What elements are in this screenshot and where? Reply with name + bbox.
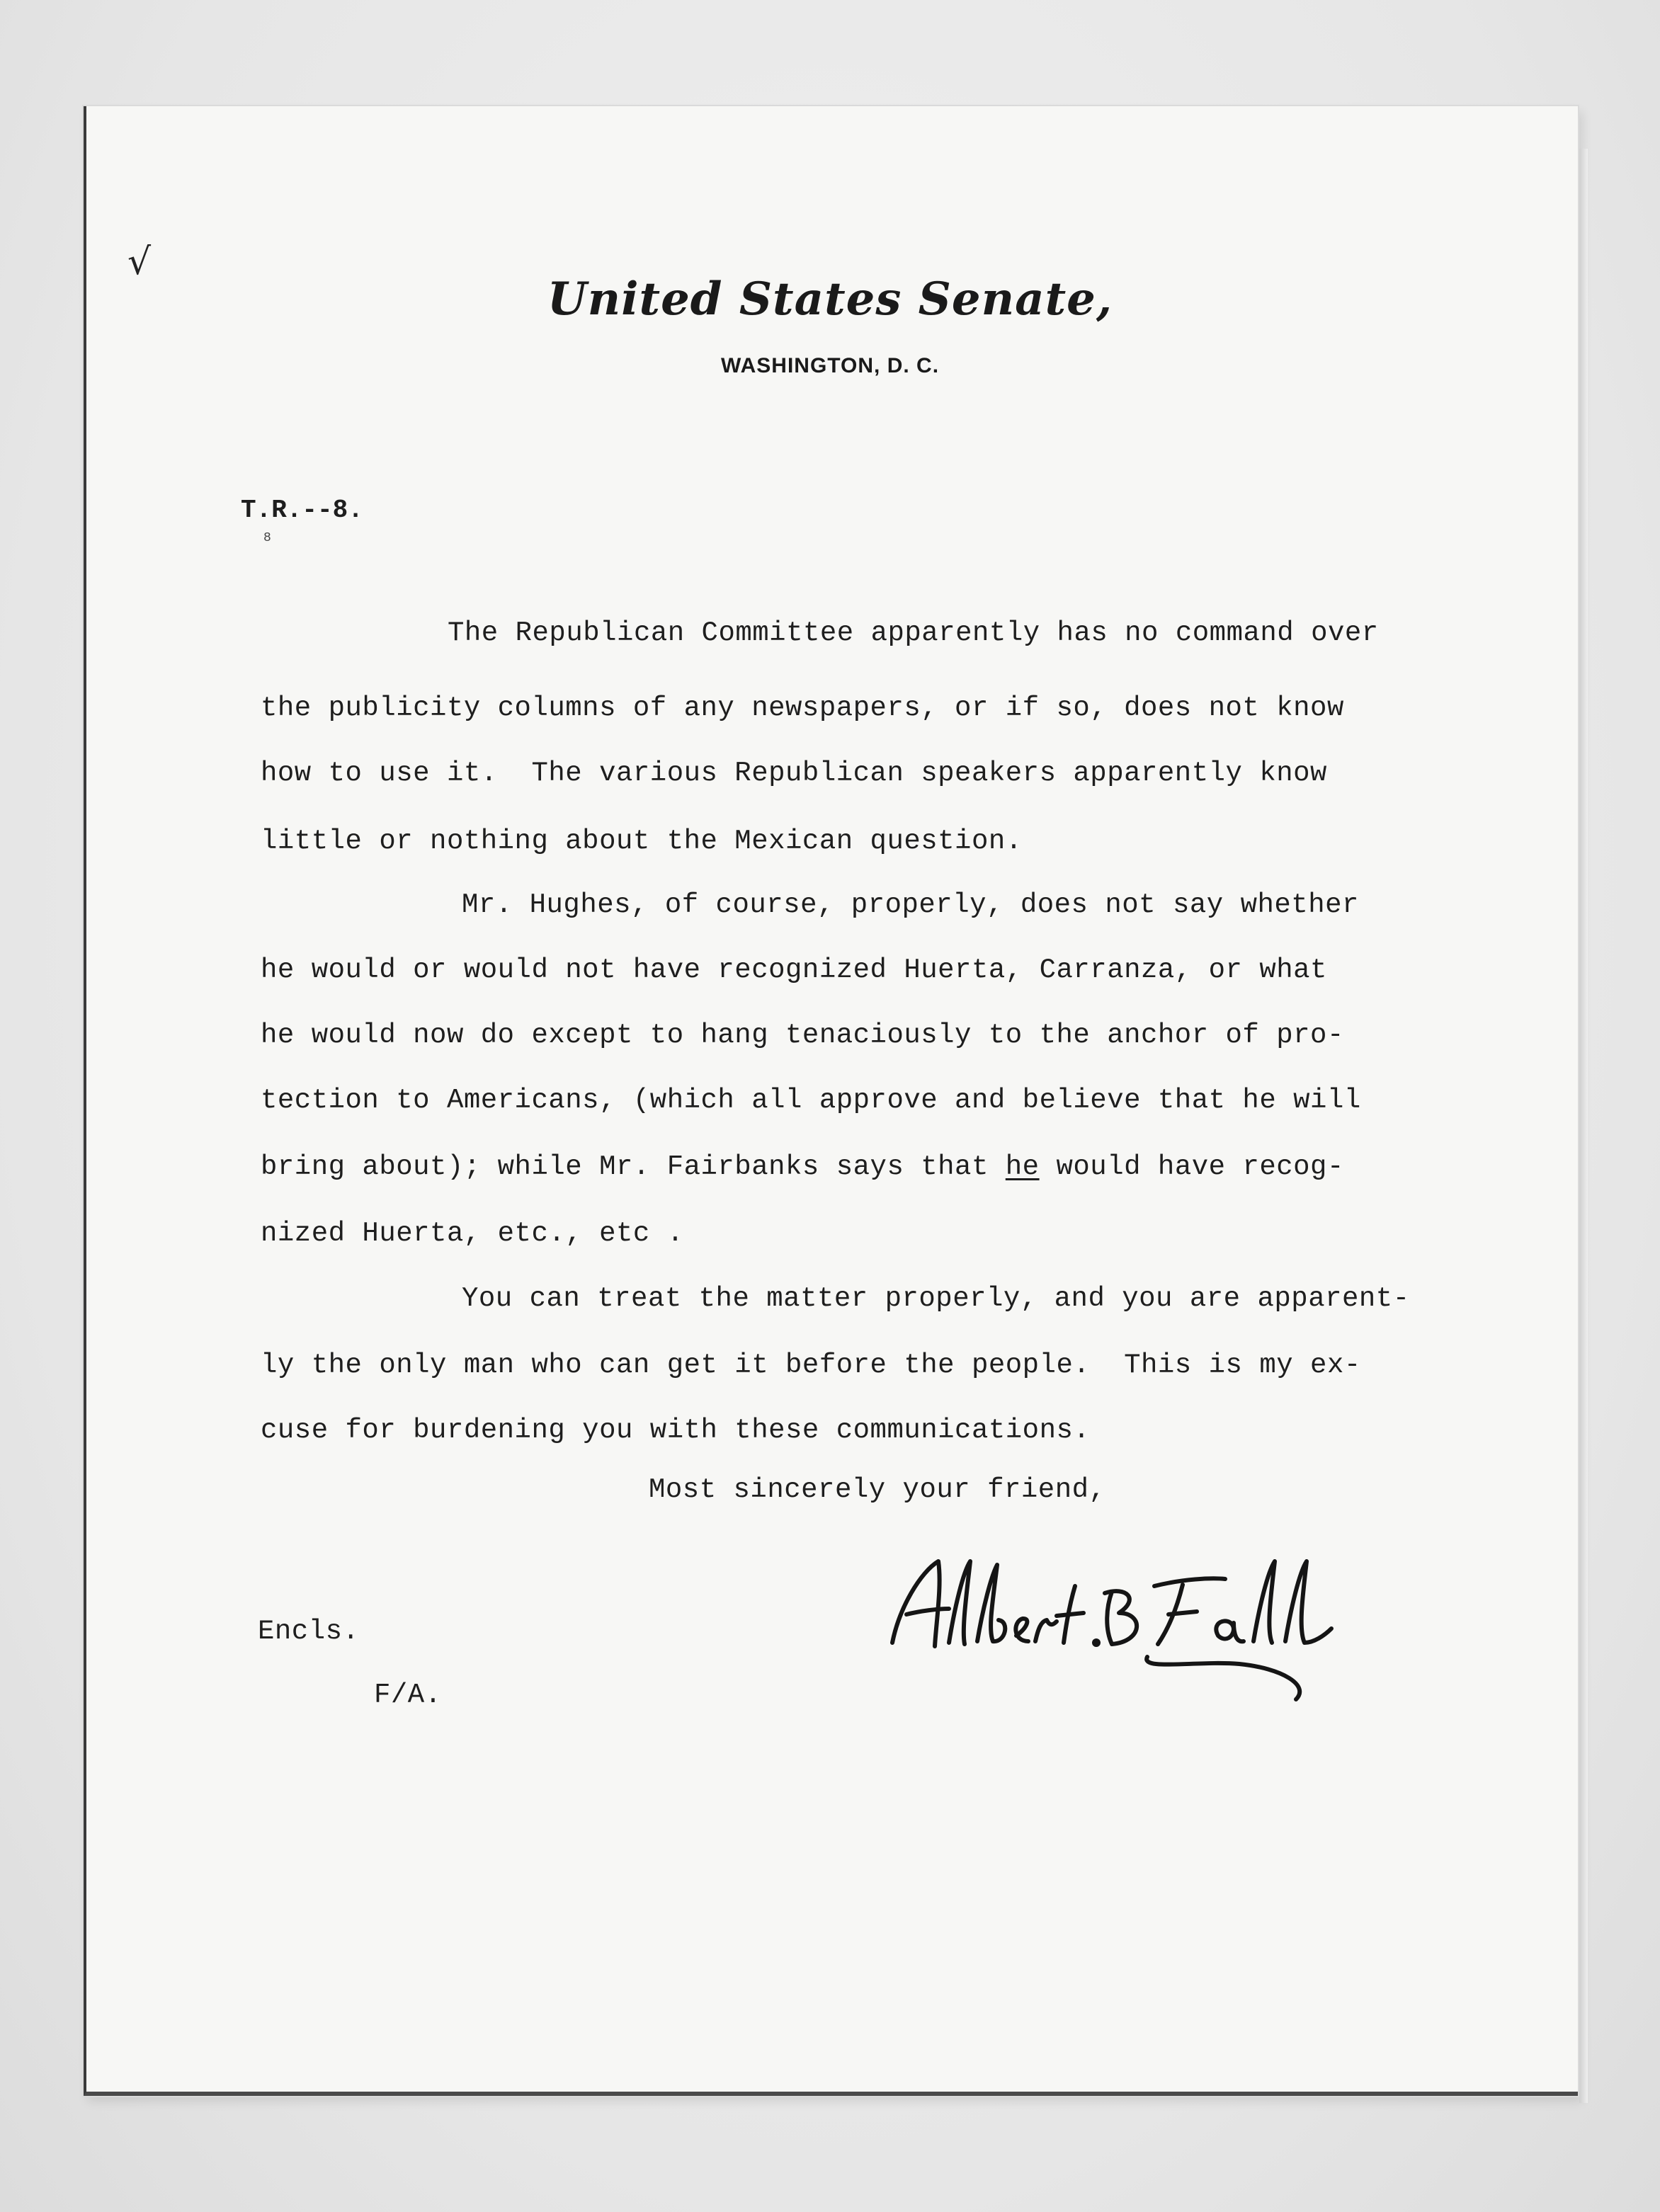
- reference-code: T.R.--8.: [241, 496, 363, 525]
- body-line: ly the only man who can get it before the people. This is my ex-: [261, 1350, 1361, 1381]
- body-text: would have recog-: [1039, 1151, 1344, 1182]
- body-text: bring about); while Mr. Fairbanks says that: [261, 1151, 1006, 1182]
- body-line-with-emphasis: [261, 1151, 1344, 1182]
- margin-check-mark: √: [127, 241, 152, 283]
- body-line: cuse for burdening you with these communications.: [261, 1415, 1091, 1446]
- body-line: You can treat the matter properly, and you are apparent-: [462, 1283, 1410, 1314]
- closing-line: Most sincerely your friend,: [649, 1474, 1106, 1505]
- body-line: Mr. Hughes, of course, properly, does not say whether: [462, 889, 1359, 920]
- body-line: little or nothing about the Mexican question.: [261, 826, 1023, 857]
- reference-subscript: 8: [263, 531, 271, 545]
- letterhead-location: WASHINGTON, D. C.: [720, 354, 940, 377]
- body-line: he would or would not have recognized Huerta, Carranza, or what: [261, 954, 1327, 986]
- page-edge: [1579, 149, 1588, 2103]
- typist-initials: F/A.: [374, 1680, 442, 1711]
- body-line: he would now do except to hang tenaciously to the anchor of pro-: [261, 1020, 1344, 1051]
- enclosure-note: Encls.: [258, 1616, 360, 1647]
- body-line: tection to Americans, (which all approve and believe that he will: [261, 1085, 1361, 1116]
- letterhead-title: United States Senate,: [547, 273, 1113, 326]
- underlined-word: he: [1005, 1151, 1040, 1182]
- handwritten-signature: [871, 1522, 1353, 1706]
- body-line: how to use it. The various Republican speakers apparently know: [261, 758, 1327, 789]
- body-line: nized Huerta, etc., etc .: [261, 1218, 684, 1249]
- body-line: The Republican Committee apparently has no command over: [448, 617, 1379, 649]
- body-line: the publicity columns of any newspapers, or if so, does not know: [261, 692, 1344, 724]
